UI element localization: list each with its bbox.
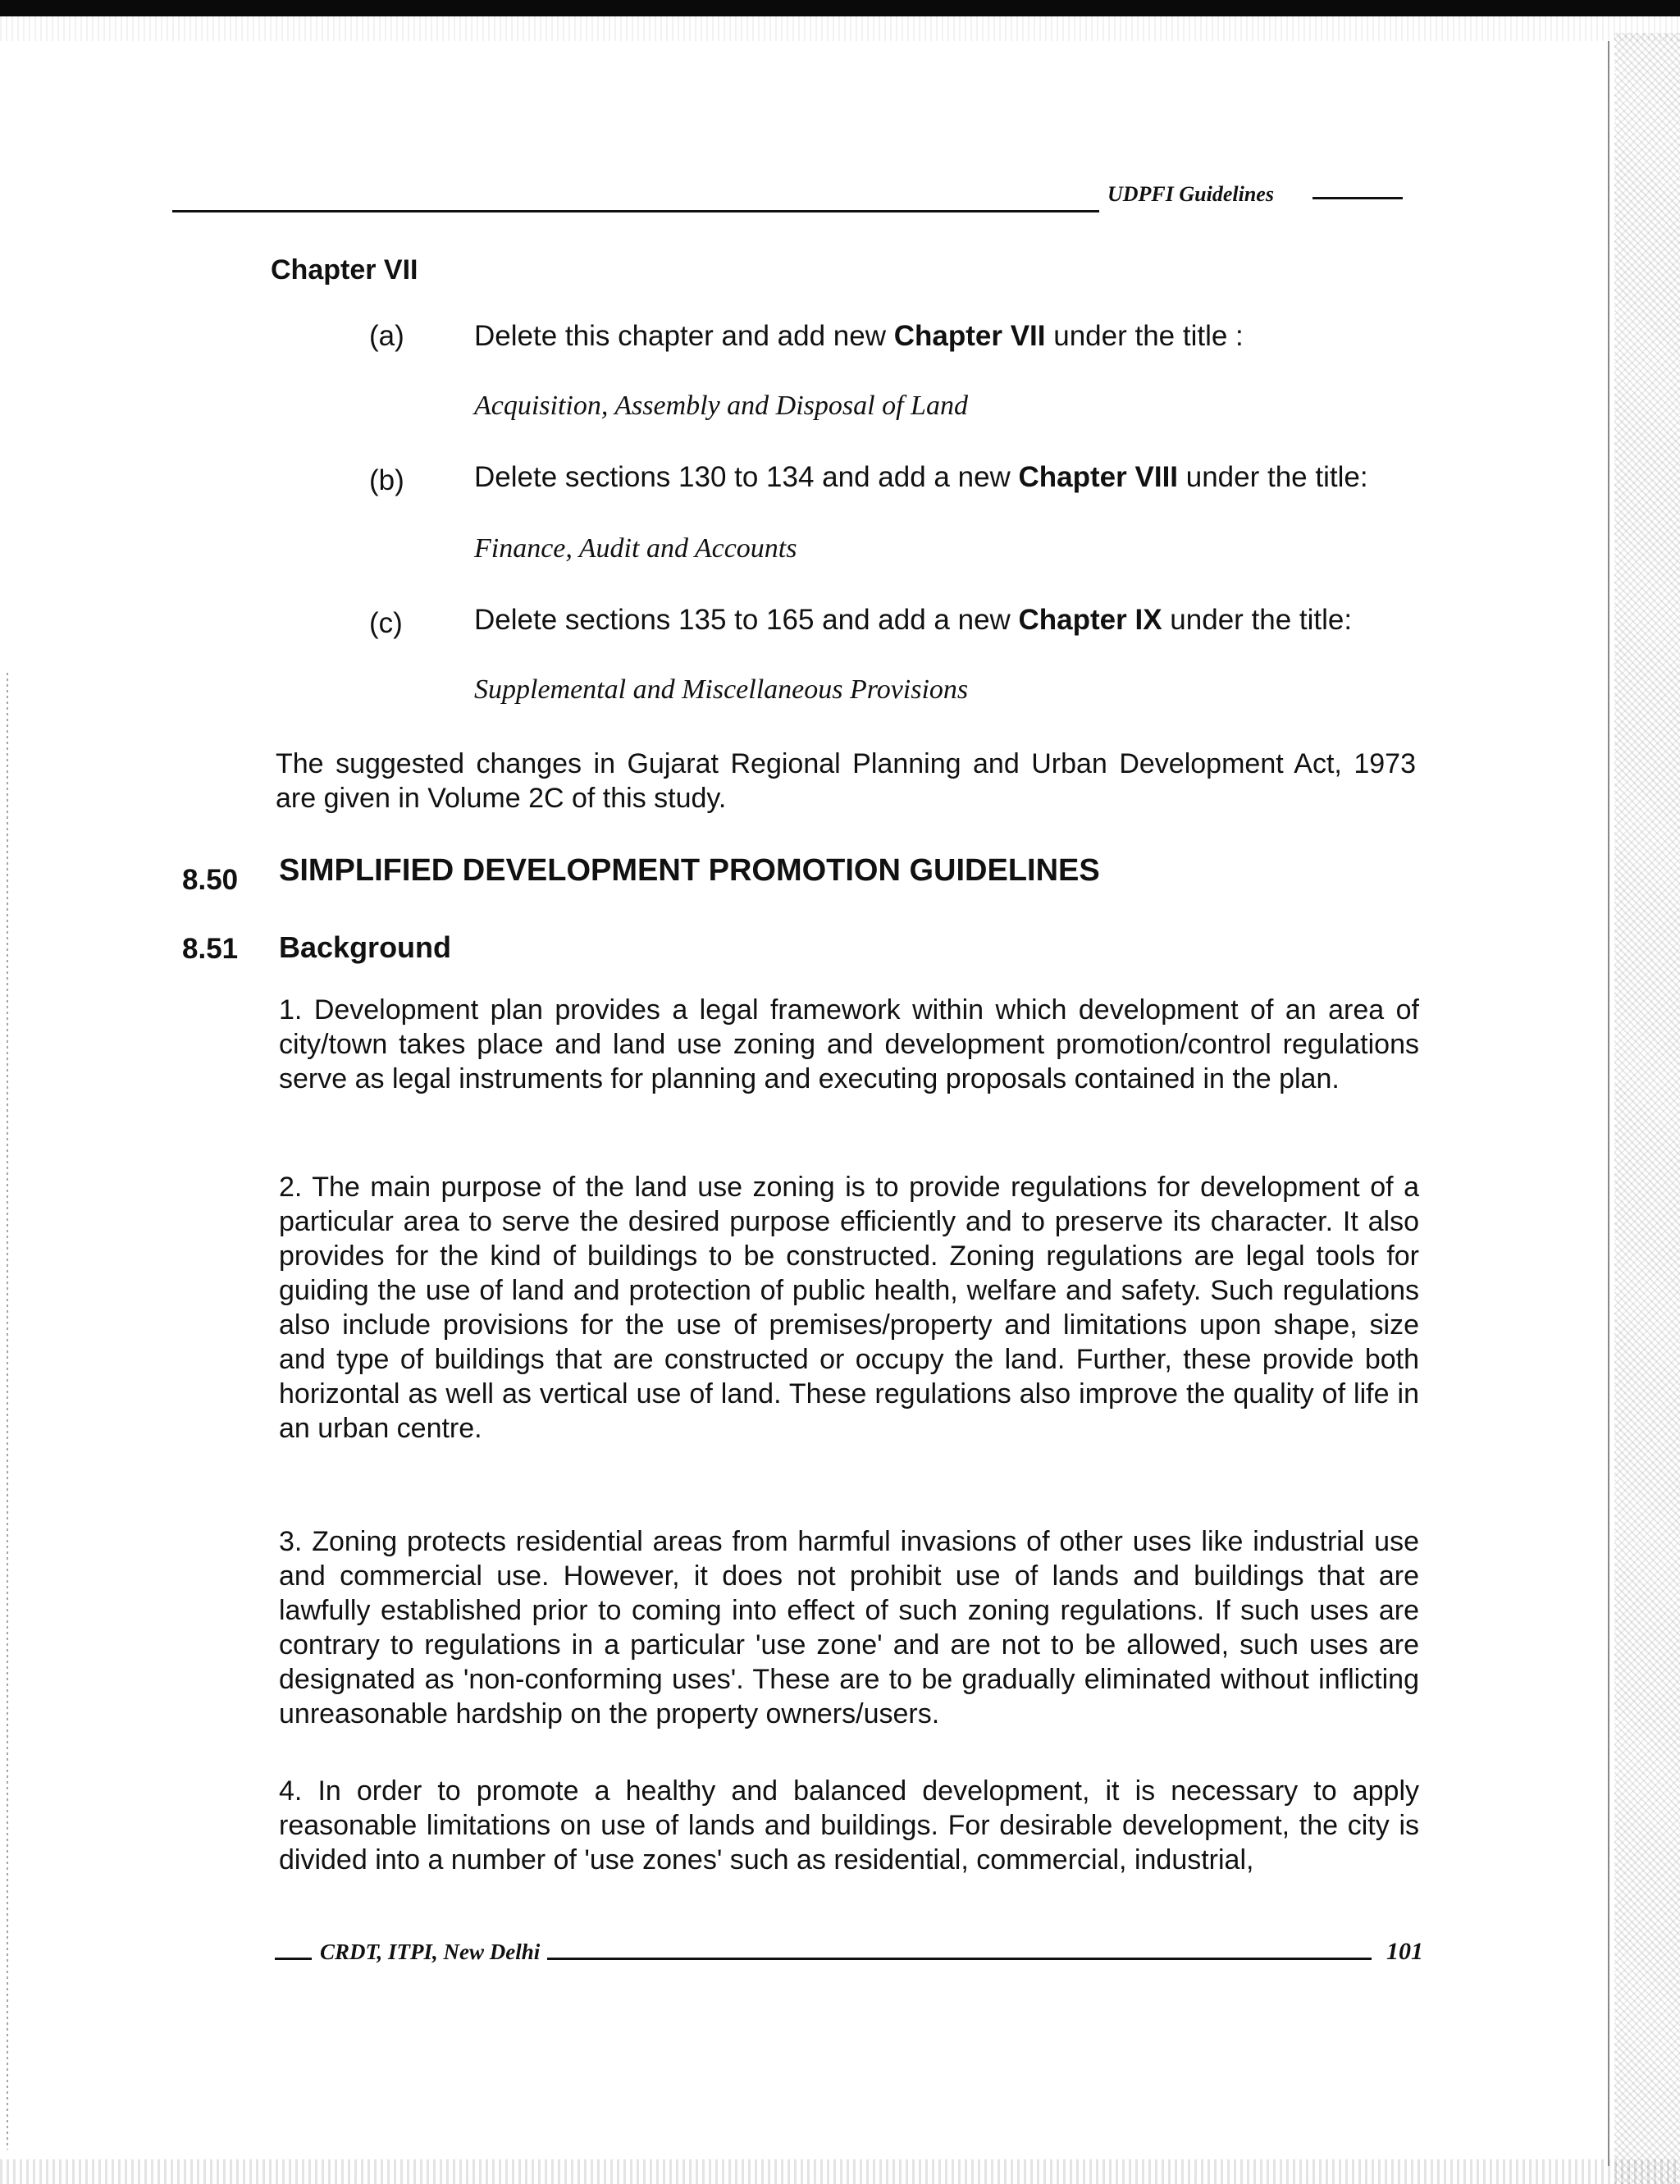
footer-rule — [275, 1958, 312, 1960]
item-text — [474, 604, 1352, 637]
running-header — [172, 182, 1411, 215]
item-text — [474, 461, 1368, 494]
chapter-note: The suggested changes in Gujarat Regional Planning and Urban Development Act, 1973 are given in Volume 2C of this study. — [276, 748, 1416, 814]
scan-noise-bottom — [0, 2159, 1680, 2184]
section-title: SIMPLIFIED DEVELOPMENT PROMOTION GUIDELINES — [279, 853, 1100, 888]
header-rule-end — [1312, 197, 1403, 199]
footer-rule — [547, 1958, 1372, 1960]
footer-source: CRDT, ITPI, New Delhi — [320, 1940, 541, 1964]
paragraph: 4. In order to promote a healthy and balanced development, it is necessary to apply reasonable limitations on use of lands and buildings. For desirable development, the city is divided into a number of 'use zones' such as residential, commercial, industrial, — [279, 1775, 1419, 1876]
subsection-number: 8.51 — [182, 933, 239, 965]
item-text-bold: Chapter VII — [893, 320, 1046, 352]
subsection-title: Background — [279, 930, 452, 964]
item-text-plain: under the title : — [1045, 320, 1244, 352]
paragraph: 3. Zoning protects residential areas from harmful invasions of other uses like industrial use and commercial use. However, it does not prohibit use of lands and buildings that are lawfully established prior to coming into effect of such zoning regulations. If such uses are contrary to regulations in a particular 'use zone' and are not to be allowed, such uses are designated as 'non-conforming uses'. These are to be gradually eliminated without inflicting unreasonable hardship on the property owners/users. — [279, 1526, 1419, 1729]
item-text-plain: Delete sections 135 to 165 and add a new — [474, 604, 1019, 636]
item-letter: (a) — [369, 320, 404, 352]
item-letter: (c) — [369, 607, 403, 639]
item-text-bold: Chapter IX — [1018, 604, 1162, 636]
section-number: 8.50 — [182, 864, 239, 896]
item-subtitle: Finance, Audit and Accounts — [474, 533, 797, 564]
item-text-plain: Delete this chapter and add new — [474, 320, 894, 352]
item-subtitle: Supplemental and Miscellaneous Provisions — [474, 674, 969, 705]
scan-noise-right — [1614, 33, 1680, 2184]
paragraph: 2. The main purpose of the land use zoning is to provide regulations for development of a particular area to serve the desired purpose efficiently and to preserve its character. It also provides for the kind of buildings to be constructed. Zoning regulations are legal tools for guiding the use of land and protection of public health, welfare and safety. Such regulations also include provisions for the use of premises/property and limitations upon shape, size and type of buildings that are constructed or occupy the land. Further, these provide both horizontal as well as vertical use of land. These regulations also improve the quality of life in an urban centre. — [279, 1172, 1419, 1444]
page-number: 101 — [1386, 1938, 1423, 1965]
item-letter: (b) — [369, 464, 404, 496]
running-footer — [275, 1940, 1431, 1972]
scan-top-border — [0, 0, 1680, 16]
header-rule — [172, 210, 1099, 212]
header-title: UDPFI Guidelines — [1107, 182, 1274, 206]
item-text-bold: Chapter VIII — [1018, 461, 1179, 493]
item-text-plain: under the title: — [1162, 604, 1353, 636]
item-text-plain: under the title: — [1178, 461, 1368, 493]
item-text — [474, 320, 1244, 353]
paragraph: 1. Development plan provides a legal framework within which development of an area of city/town takes place and land use zoning and development promotion/control regulations serve as legal instruments for planning and executing proposals contained in the plan. — [279, 994, 1419, 1094]
page-edge — [1608, 41, 1609, 2166]
item-text-plain: Delete sections 130 to 134 and add a new — [474, 461, 1019, 493]
item-subtitle: Acquisition, Assembly and Disposal of Land — [474, 391, 968, 421]
scan-noise-top — [0, 16, 1680, 41]
left-binding-edge — [7, 673, 8, 2150]
chapter-title: Chapter VII — [271, 254, 418, 286]
